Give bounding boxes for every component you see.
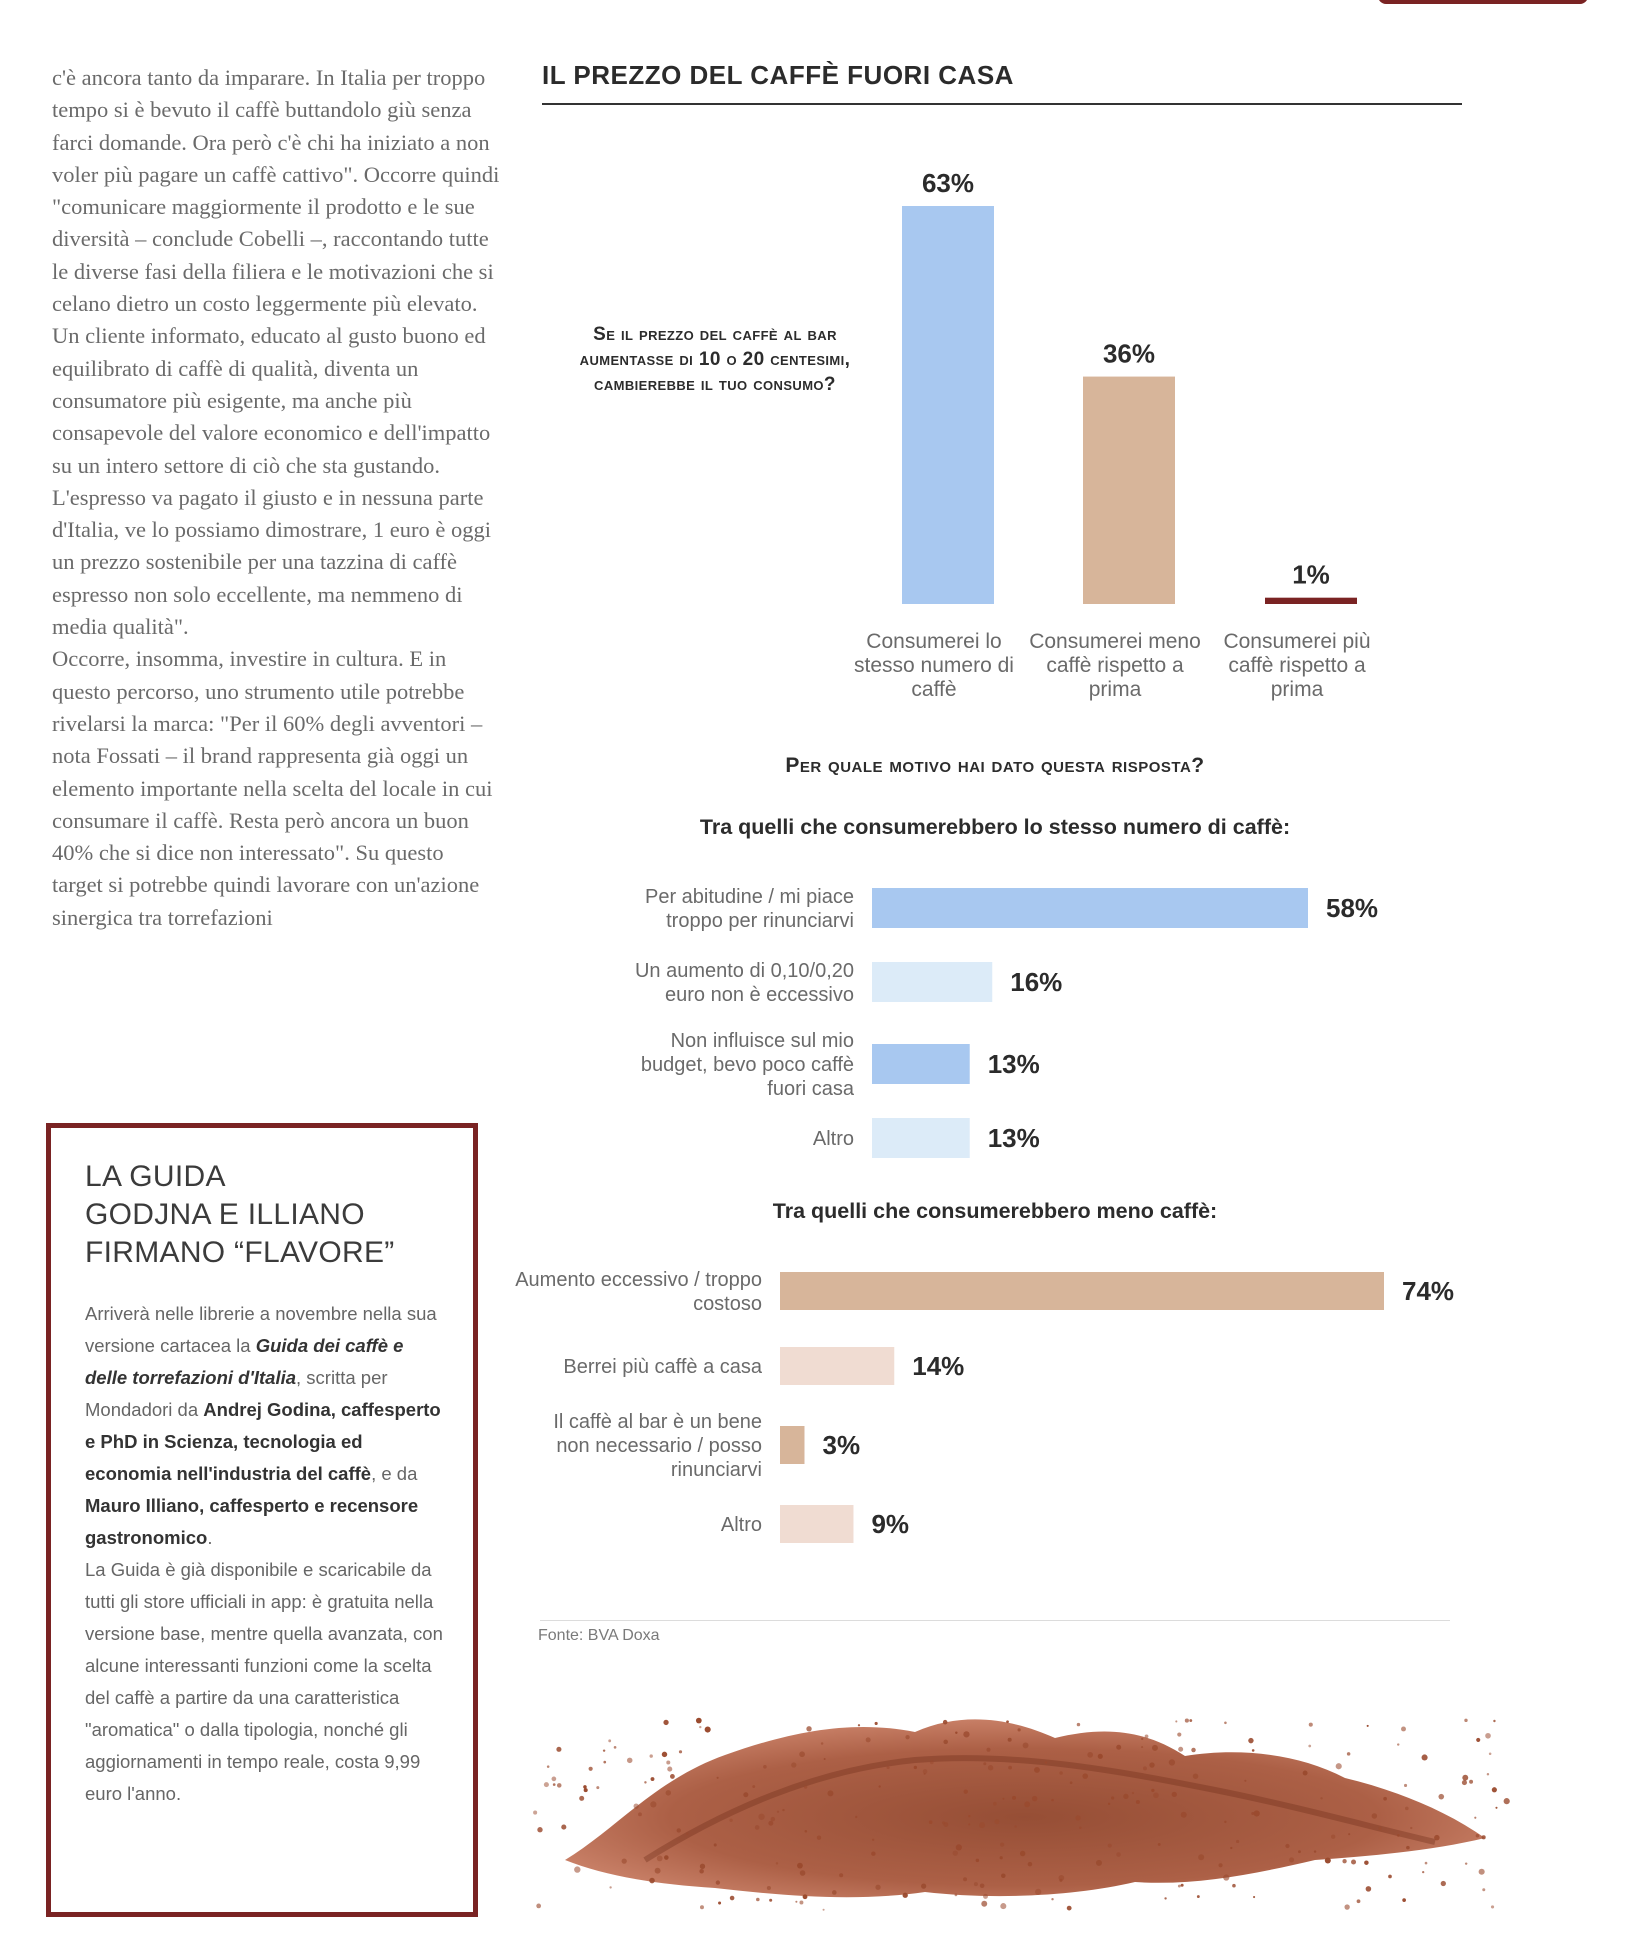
reasons-less-value-label: 14% [912,1351,965,1381]
article-paragraph: c'è ancora tanto da imparare. In Italia per troppo tempo si è bevuto il caffè buttandolo giù senza farci domande. Ora però c'è chi ha iniziato a non voler più pagare un caffè cattivo". Occorre quindi "comunicare maggiormente il prodotto e le sue diversità – conclude Cobelli –, raccontando tutte le diverse fasi della filiera e le motivazioni che si celano dietro un costo leggermente più elevato. Un cliente informato, educato al gusto buono ed equilibrato di caffè di qualità, diventa un consumatore più esigente, ma anche più consapevole del valore economico e dell'impatto su un intero settore di ciò che sta gustando. L'espresso va pagato il giusto e in nessuna parte d'Italia, ve lo possiamo dimostrare, 1 euro è oggi un prezzo sostenibile per una tazzina di caffè espresso non solo eccellente, ma nemmeno di media qualità". [52,65,500,640]
chart-title-same: Tra quelli che consumerebbero lo stesso numero di caffè: [699,815,1291,839]
main-bar-chart [0,0,1650,720]
reasons-less-category-label: Il caffè al bar è un bene non necessario / posso rinunciarvi [553,1411,762,1481]
main-bar-value-label: 36% [1102,338,1156,369]
source-note: Fonte: BVA Doxa [538,1627,660,1644]
reasons-less-value-label: 3% [822,1430,861,1460]
main-bar-value-label: 1% [1292,559,1330,590]
reasons-less-bar [780,1505,853,1543]
survey-question: Se il prezzo del caffè al bar aumentasse di 10 o 20 centesimi, cambierebbe il tuo consumo? [579,324,851,395]
guide-body-text: Arriverà nelle librerie a novembre nella sua versione cartacea la [85,1303,437,1356]
reasons-same-category-label: Per abitudine / mi piace troppo per rinunciarvi [644,886,854,932]
reasons-same-value-label: 16% [1010,967,1063,997]
guide-box [46,1123,478,1917]
guide-author-godina: Andrej Godina, caffesperto e PhD in Scienza, tecnologia ed economia nell'industria del caffè [85,1399,441,1484]
main-bar [902,206,994,604]
guide-body-text: , e da [371,1463,418,1484]
guide-body-text: La Guida è già disponibile e scaricabile da tutti gli store ufficiali in app: è gratuita nella versione base, mentre quella avanzata, con alcune interessanti funzioni come la scelta del caffè a partire da una caratteristica "aromatica" o dalla tipologia, nonché gli aggiornamenti in tempo reale, costa 9,99 euro l'anno. [85,1559,443,1804]
reasons-less-value-label: 74% [1402,1276,1455,1306]
reasons-less-value-label: 9% [871,1509,910,1539]
main-bar-category-label: Consumerei meno caffè rispetto a prima [1029,630,1201,701]
reasons-same-bar [872,1044,970,1084]
reasons-less-bar [780,1272,1384,1310]
reasons-same-bar [872,1118,970,1158]
reasons-same-value-label: 13% [987,1123,1040,1153]
guide-body [85,1298,445,1810]
chart-title-less: Tra quelli che consumerebbero meno caffè: [772,1199,1218,1223]
divider [540,1620,1450,1621]
article-paragraph: Occorre, insomma, investire in cultura. E in questo percorso, uno strumento utile potrebbe rivelarsi la marca: "Per il 60% degli avventori – nota Fossati – il brand rappresenta già oggi un elemento importante nella scelta del locale in cui consumare il caffè. Resta però ancora un buon 40% che si dice non interessato". Su questo target si potrebbe quindi lavorare con un'azione sinergica tra torrefazioni [52,646,493,930]
ground-coffee-image [495,1660,1555,1920]
reasons-less-category-label: Aumento eccessivo / troppo costoso [515,1269,762,1315]
reasons-same-value-label: 13% [987,1049,1040,1079]
reasons-less-category-label: Altro [720,1514,762,1536]
guide-body-text: . [207,1527,213,1548]
main-bar [1265,598,1357,604]
reasons-same-category-label: Un aumento di 0,10/0,20 euro non è eccessivo [634,960,854,1006]
main-bar-category-label: Consumerei più caffè rispetto a prima [1223,630,1371,701]
guide-author-illiano: Mauro Illiano, caffesperto e recensore gastronomico [85,1495,419,1548]
infographic-title: IL PREZZO DEL CAFFÈ FUORI CASA [542,60,1462,105]
reasons-same-category-label: Non influisce sul mio budget, bevo poco caffè fuori casa [640,1030,854,1100]
reasons-same-bar [872,888,1308,928]
reasons-same-bar [872,962,992,1002]
reasons-same-category-label: Altro [812,1128,854,1150]
guide-title: LA GUIDA GODJNA E ILLIANO FIRMANO “FLAVORE” [85,1160,395,1269]
reason-heading: Per quale motivo hai dato questa risposta? [785,754,1205,777]
main-bar [1083,377,1175,604]
main-bar-category-label: Consumerei lo stesso numero di caffè [854,630,1014,701]
guide-body-text: , scritta per Mondadori da [85,1367,388,1420]
reasons-same-value-label: 58% [1326,893,1379,923]
reasons-less-bar [780,1347,894,1385]
main-bar-value-label: 63% [921,168,975,198]
guide-book-title: Guida dei caffè e delle torrefazioni d'Italia [85,1335,404,1388]
reasons-less-bar [780,1426,804,1464]
reasons-less-category-label: Berrei più caffè a casa [563,1356,762,1378]
